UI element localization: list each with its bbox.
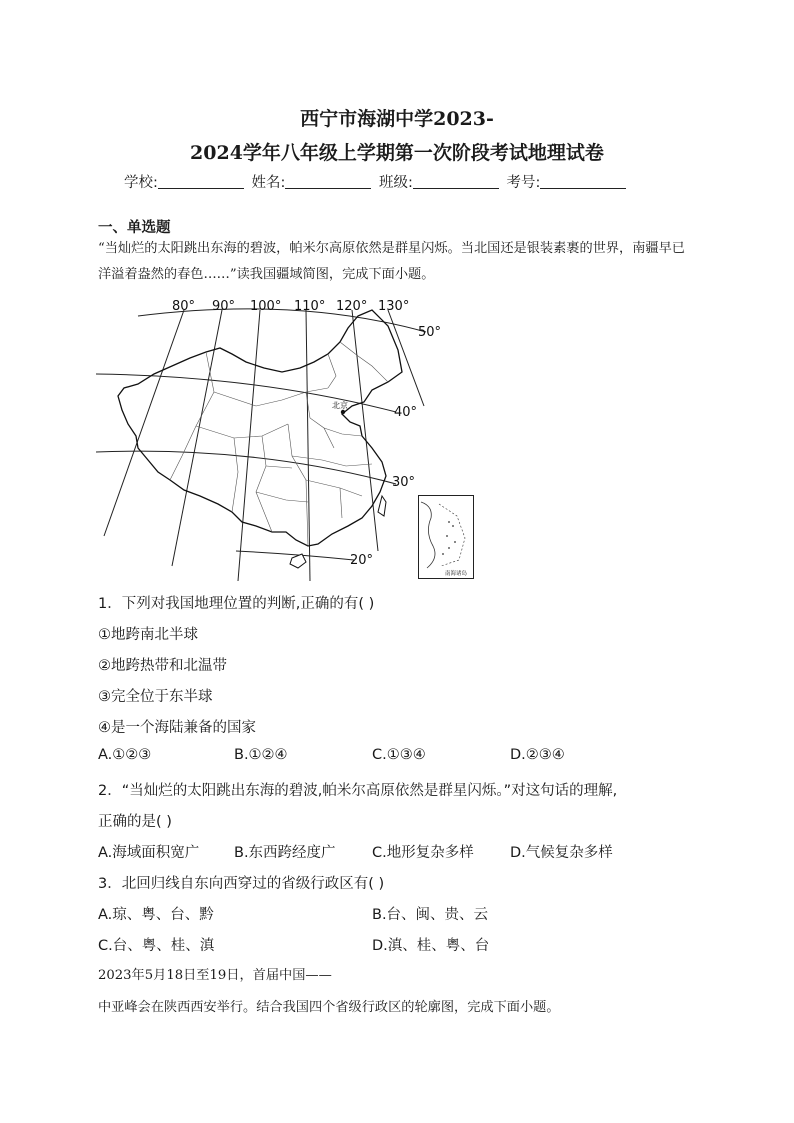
capital-star-icon: [341, 410, 345, 414]
name-blank[interactable]: [285, 173, 371, 189]
lat-label-50: 50°: [418, 325, 442, 340]
lon-label-110: 110°: [294, 299, 326, 314]
q3-option-a[interactable]: A.琼、粤、台、黔: [98, 907, 214, 923]
south-china-sea-inset: [418, 495, 474, 579]
student-info-row: [124, 171, 629, 192]
q1-statement-1: ①地跨南北半球: [98, 627, 198, 643]
taiwan-island: [378, 496, 386, 516]
exam-number-blank[interactable]: [540, 173, 626, 189]
passage-2-line1: 2023年5月18日至19日，首届中国——: [98, 968, 332, 983]
q2-stem-line1: 2．“当灿烂的太阳跳出东海的碧波,帕米尔高原依然是群星闪烁。”对这句话的理解,: [98, 783, 618, 799]
q1-option-b[interactable]: B.①②④: [234, 747, 288, 763]
lon-label-100: 100°: [250, 299, 282, 314]
q1-option-d[interactable]: D.②③④: [510, 747, 565, 763]
longitude-100-line: [238, 310, 260, 581]
passage-2-line2: 中亚峰会在陕西西安举行。结合我国四个省级行政区的轮廓图，完成下面小题。: [98, 1000, 560, 1015]
capital-label: 北京: [332, 401, 348, 410]
lat-label-30: 30°: [392, 475, 416, 490]
school-blank[interactable]: [158, 173, 244, 189]
lat-label-20: 20°: [350, 553, 374, 568]
q3-stem: 3．北回归线自东向西穿过的省级行政区有( ): [98, 876, 385, 892]
section-heading: 一、单选题: [98, 220, 171, 236]
q2-option-b[interactable]: B.东西跨经度广: [234, 845, 336, 861]
q2-option-d[interactable]: D.气候复杂多样: [510, 845, 613, 861]
q3-option-d[interactable]: D.滇、桂、粤、台: [372, 938, 490, 954]
lon-label-80: 80°: [172, 299, 196, 314]
q1-option-c[interactable]: C.①③④: [372, 747, 426, 763]
exam-number-label: 考号:: [506, 175, 541, 191]
q1-statement-2: ②地跨热带和北温带: [98, 658, 227, 674]
name-label: 姓名:: [251, 175, 286, 191]
q1-option-a[interactable]: A.①②③: [98, 747, 152, 763]
lon-label-90: 90°: [212, 299, 236, 314]
q1-stem: 1．下列对我国地理位置的判断,正确的有( ): [98, 596, 375, 612]
longitude-90-line: [172, 310, 222, 566]
page-title-line2: 2024学年八年级上学期第一次阶段考试地理试卷: [190, 142, 604, 164]
longitude-80-line: [104, 310, 184, 536]
class-label: 班级:: [379, 175, 413, 191]
china-outline: [118, 310, 402, 546]
q3-option-b[interactable]: B.台、闽、贵、云: [372, 907, 489, 923]
school-label: 学校:: [124, 175, 158, 191]
q2-stem-line2: 正确的是( ): [98, 814, 172, 830]
inset-label: 南海诸岛: [445, 571, 468, 577]
passage-1: “当灿烂的太阳跳出东海的碧波，帕米尔高原依然是群星闪烁。当北国还是银装素裹的世界，南疆早已洋溢着盎然的春色……”读我国疆域简图，完成下面小题。: [98, 241, 685, 282]
q1-statement-4: ④是一个海陆兼备的国家: [98, 720, 256, 736]
page-title-line1: 西宁市海湖中学2023-: [300, 108, 494, 130]
lon-label-120: 120°: [336, 299, 368, 314]
hainan-island: [290, 554, 306, 568]
lat-label-40: 40°: [394, 405, 418, 420]
q2-option-a[interactable]: A.海域面积宽广: [98, 845, 200, 861]
class-blank[interactable]: [413, 173, 499, 189]
q3-option-c[interactable]: C.台、粤、桂、滇: [98, 938, 215, 954]
lon-label-130: 130°: [378, 299, 410, 314]
q2-option-c[interactable]: C.地形复杂多样: [372, 845, 474, 861]
q1-statement-3: ③完全位于东半球: [98, 689, 213, 705]
